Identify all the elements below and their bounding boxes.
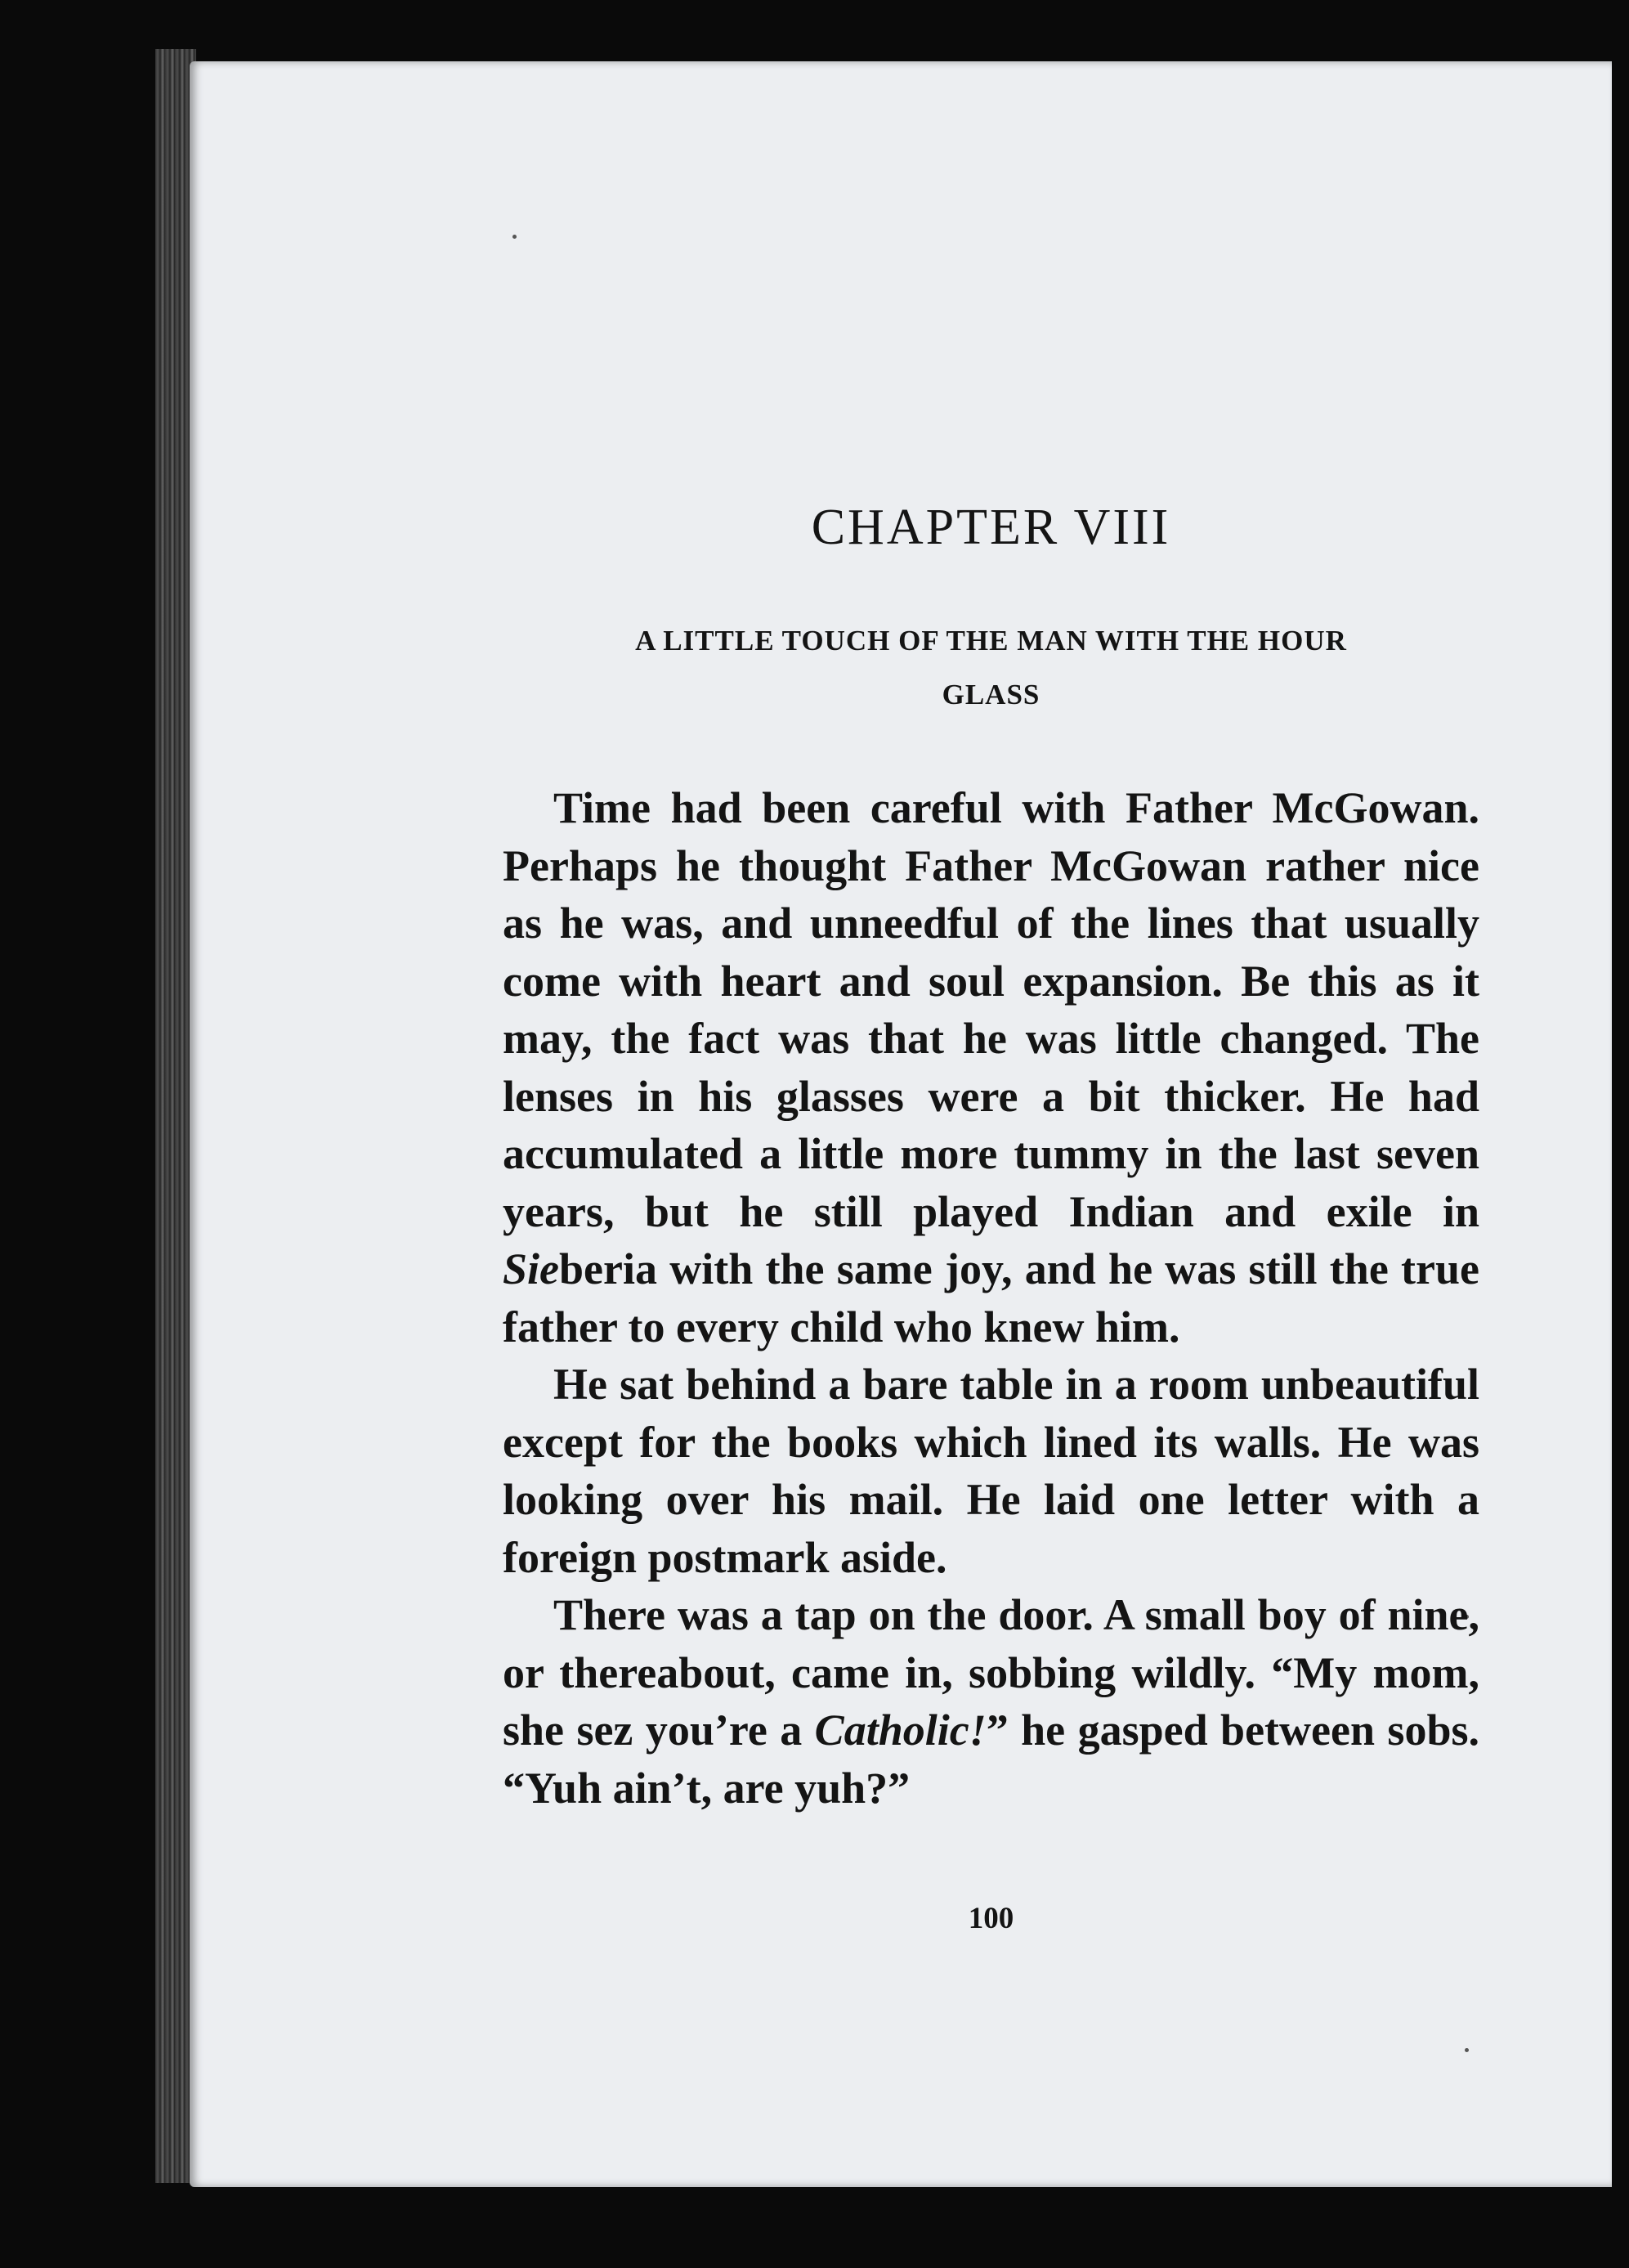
paragraph-1 bbox=[503, 779, 1479, 1356]
page-number: 100 bbox=[968, 1902, 1014, 1935]
page-text-block bbox=[503, 499, 1479, 1935]
paragraph-1-text-end: beria with the same joy, and he was still the true father to every child who knew him. bbox=[503, 1244, 1479, 1351]
paragraph-3-text-end: ” he gasped between sobs. “Yuh ain’t, are yuh?” bbox=[503, 1705, 1479, 1813]
paragraph-1-text-start: Time had been careful with Father McGowan. Perhaps he thought Father McGowan rather nice as he was, and unneedful of the lines that usually come with heart and soul expansion. Be this as it may, the fact was that he was little changed. The lenses in his glasses were a bit thicker. He had accumulated a little more tummy in the last seven years, but he still played Indian and exile in bbox=[503, 783, 1479, 1236]
paragraph-3 bbox=[503, 1586, 1479, 1817]
paper-speck bbox=[1465, 2048, 1469, 2052]
paper-speck bbox=[512, 235, 517, 239]
chapter-number: CHAPTER VIII bbox=[811, 500, 1171, 555]
paragraph-3-text-start: There was a tap on the door. A small boy of nine, or thereabout, came in, sobbing wildly. “My mom, she sez you’re a bbox=[503, 1590, 1479, 1755]
chapter-title-line-2: GLASS bbox=[942, 679, 1041, 710]
chapter-title bbox=[503, 614, 1479, 722]
paragraph-1-italic: Sie bbox=[503, 1244, 560, 1293]
chapter-title-line-1: A LITTLE TOUCH OF THE MAN WITH THE HOUR bbox=[635, 625, 1347, 657]
paragraph-3-italic: Catholic! bbox=[814, 1705, 987, 1755]
paragraph-2: He sat behind a bare table in a room unbeautiful except for the books which lined its walls. He was looking over his mail. He laid one letter with a foreign postmark aside. bbox=[503, 1360, 1479, 1582]
